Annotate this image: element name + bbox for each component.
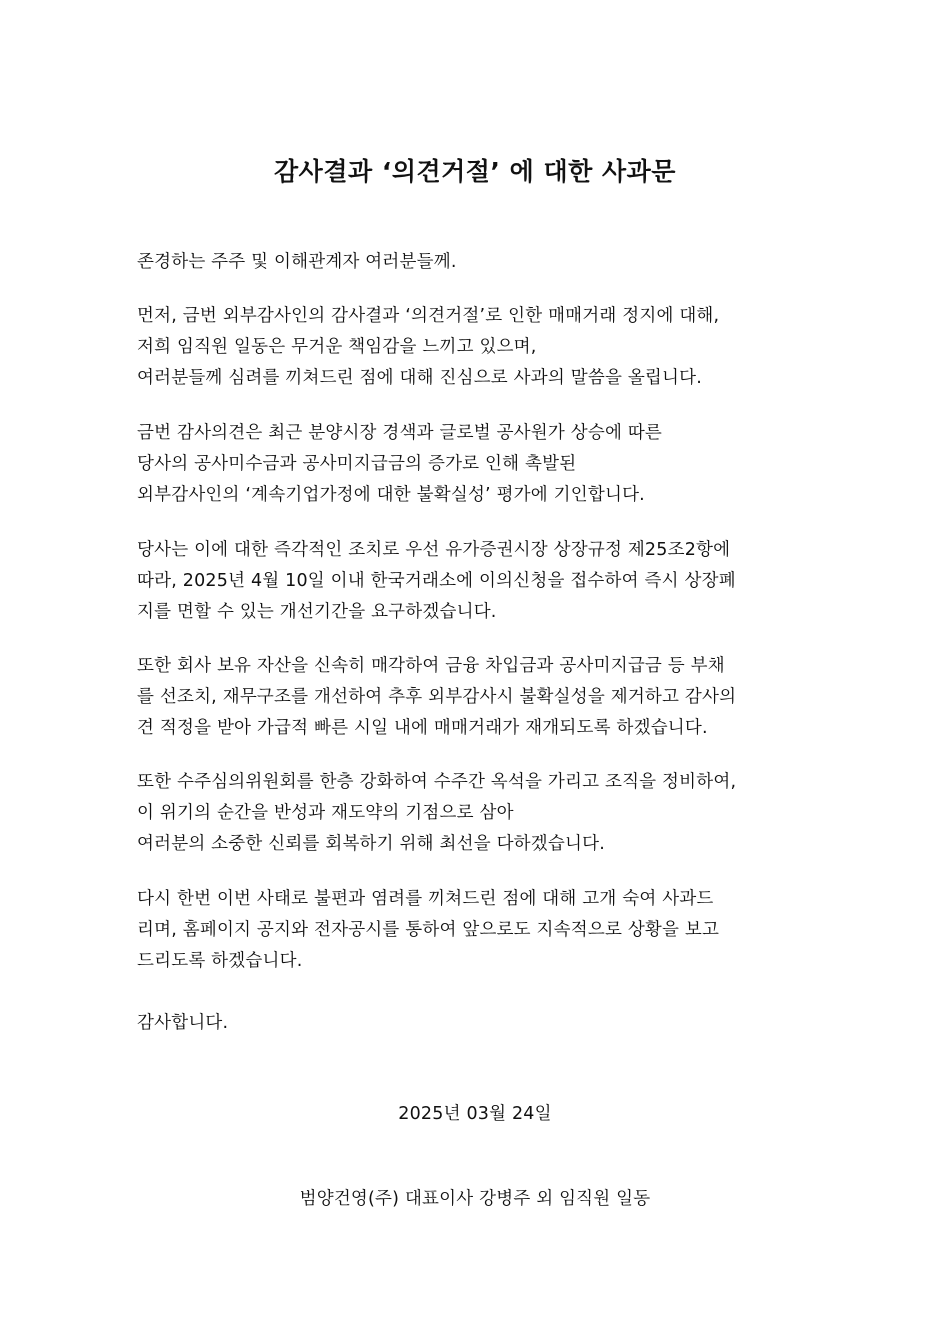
signature-line: 범양건영(주) 대표이사 강병주 외 임직원 일동 [299,1189,651,1209]
greeting: 존경하는 주주 및 이해관계자 여러분들께. [137,252,457,272]
paragraph-5 [137,767,827,860]
paragraph-2 [137,418,827,511]
paragraph-line: 또한 수주심의위원회를 한층 강화하여 수주간 옥석을 가리고 조직을 정비하여, [137,772,737,792]
paragraph-line: 이 위기의 순간을 반성과 재도약의 기점으로 삼아 [137,803,514,823]
paragraph-line: 견 적정을 받아 가급적 빠른 시일 내에 매매거래가 재개되도록 하겠습니다. [137,718,708,738]
paragraph-line: 따라, 2025년 4월 10일 이내 한국거래소에 이의신청을 접수하여 즉시 상장폐 [137,571,736,591]
paragraph-line: 여러분의 소중한 신뢰를 회복하기 위해 최선을 다하겠습니다. [137,834,605,854]
paragraph-line: 먼저, 금번 외부감사인의 감사결과 ‘의견거절’로 인한 매매거래 정지에 대해, [137,306,720,326]
closing-remark: 감사합니다. [137,1013,229,1033]
paragraph-line: 리며, 홈페이지 공지와 전자공시를 통하여 앞으로도 지속적으로 상황을 보고 [137,920,720,940]
paragraph-line: 또한 회사 보유 자산을 신속히 매각하여 금융 차입금과 공사미지급금 등 부채 [137,656,725,676]
paragraph-line: 당사는 이에 대한 즉각적인 조치로 우선 유가증권시장 상장규정 제25조2항에 [137,540,731,560]
paragraph-1 [137,301,827,394]
document-date: 2025년 03월 24일 [398,1104,552,1124]
paragraph-line: 저희 임직원 일동은 무거운 책임감을 느끼고 있으며, [137,337,537,357]
paragraph-line: 금번 감사의견은 최근 분양시장 경색과 글로벌 공사원가 상승에 따른 [137,423,663,443]
paragraph-line: 다시 한번 이번 사태로 불편과 염려를 끼쳐드린 점에 대해 고개 숙여 사과드 [137,889,714,909]
paragraph-6 [137,884,827,977]
paragraph-line: 지를 면할 수 있는 개선기간을 요구하겠습니다. [137,602,497,622]
paragraph-line: 외부감사인의 ‘계속기업가정에 대한 불확실성’ 평가에 기인합니다. [137,485,645,505]
paragraph-3 [137,535,827,628]
paragraph-line: 를 선조치, 재무구조를 개선하여 추후 외부감사시 불확실성을 제거하고 감사의 [137,687,737,707]
paragraph-4 [137,651,827,744]
paragraph-line: 여러분들께 심려를 끼쳐드린 점에 대해 진심으로 사과의 말씀을 올립니다. [137,368,703,388]
document-title: 감사결과 ‘의견거절’ 에 대한 사과문 [274,157,676,186]
paragraph-line: 드리도록 하겠습니다. [137,951,303,971]
paragraph-line: 당사의 공사미수금과 공사미지급금의 증가로 인해 촉발된 [137,454,577,474]
